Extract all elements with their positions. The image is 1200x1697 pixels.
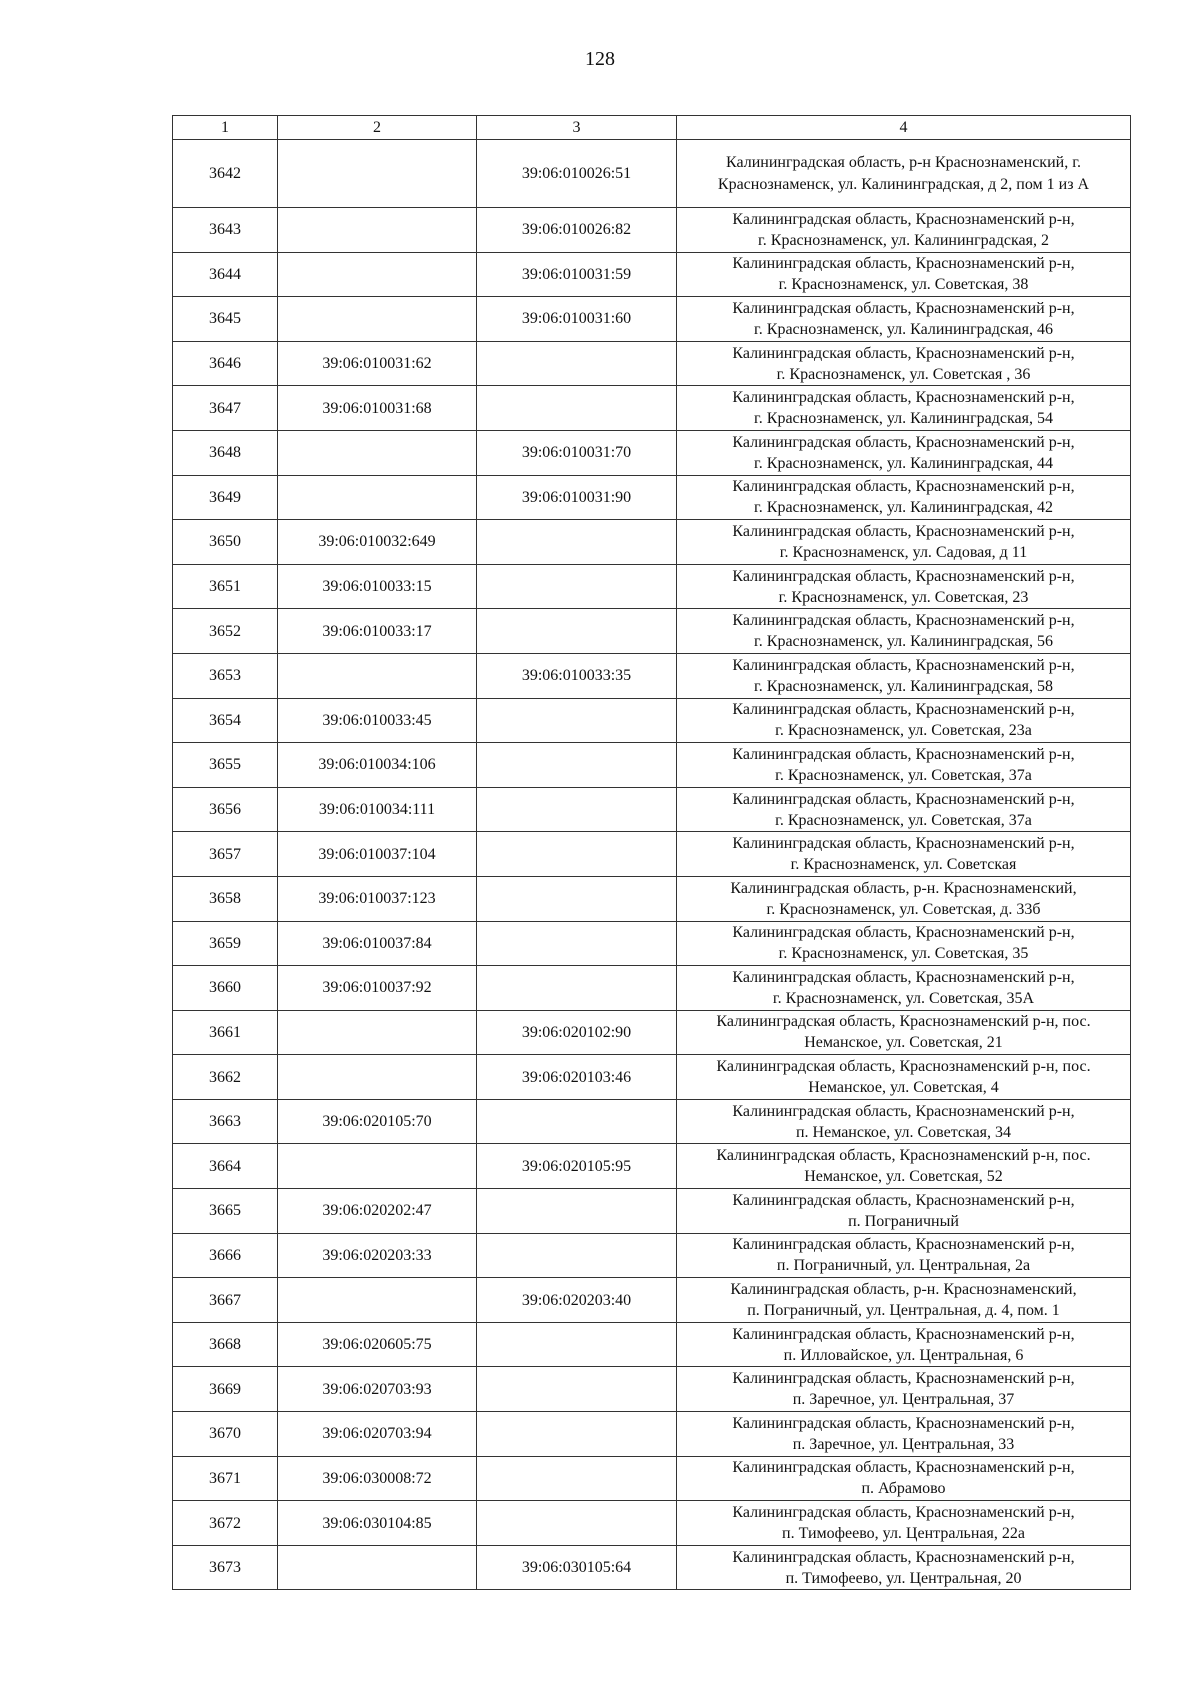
cadastral-number-cell-3 xyxy=(477,341,677,386)
address-cell xyxy=(677,1322,1131,1367)
address-cell xyxy=(677,698,1131,743)
address-cell xyxy=(677,520,1131,565)
row-number-cell: 3649 xyxy=(173,475,278,520)
address-line: г. Краснознаменск, ул. Советская, 35А xyxy=(772,989,1035,1007)
table-row xyxy=(173,297,1131,342)
table-row xyxy=(173,1278,1131,1323)
address-cell xyxy=(677,743,1131,788)
row-number-cell: 3647 xyxy=(173,386,278,431)
cadastral-number-cell-3: 39:06:010031:60 xyxy=(477,297,677,342)
address-line: Калининградская область, Краснознаменский р-н, xyxy=(732,344,1075,362)
table-row xyxy=(173,1456,1131,1501)
cadastral-number-cell-2 xyxy=(278,252,477,297)
cadastral-number-cell-3 xyxy=(477,832,677,877)
address-line: г. Краснознаменск, ул. Калининградская, 42 xyxy=(754,499,1053,517)
row-number-cell: 3672 xyxy=(173,1501,278,1546)
row-number-cell: 3657 xyxy=(173,832,278,877)
address-line: г. Краснознаменск, ул. Советская , 36 xyxy=(776,365,1031,383)
cadastral-number-cell-2 xyxy=(278,653,477,698)
cadastral-number-cell-3: 39:06:010026:82 xyxy=(477,208,677,253)
row-number-cell: 3673 xyxy=(173,1545,278,1590)
table-header-row xyxy=(173,116,1131,140)
column-header-2: 2 xyxy=(278,116,477,140)
row-number-cell: 3671 xyxy=(173,1456,278,1501)
table-row xyxy=(173,475,1131,520)
cadastral-number-cell-2: 39:06:010037:123 xyxy=(278,876,477,921)
row-number-cell: 3668 xyxy=(173,1322,278,1367)
cadastral-number-cell-2: 39:06:010032:649 xyxy=(278,520,477,565)
address-line: п. Пограничный, ул. Центральная, 2а xyxy=(776,1257,1031,1275)
row-number-cell: 3660 xyxy=(173,966,278,1011)
row-number-cell: 3664 xyxy=(173,1144,278,1189)
address-line: Калининградская область, Краснознаменский р-н, xyxy=(732,1370,1075,1388)
cadastral-number-cell-2: 39:06:010031:68 xyxy=(278,386,477,431)
address-line: п. Илловайское, ул. Центральная, 6 xyxy=(783,1346,1024,1364)
address-line: Калининградская область, Краснознаменский р-н, xyxy=(732,389,1075,407)
cadastral-number-cell-3 xyxy=(477,698,677,743)
table-row xyxy=(173,698,1131,743)
cadastral-number-cell-2 xyxy=(278,1278,477,1323)
address-line: Калининградская область, Краснознаменский р-н, xyxy=(732,924,1075,942)
cadastral-number-cell-3 xyxy=(477,1189,677,1234)
table-row xyxy=(173,876,1131,921)
cadastral-number-cell-3: 39:06:030105:64 xyxy=(477,1545,677,1590)
address-cell xyxy=(677,787,1131,832)
cadastral-number-cell-3 xyxy=(477,1456,677,1501)
address-cell xyxy=(677,1456,1131,1501)
table-row xyxy=(173,743,1131,788)
address-line: г. Краснознаменск, ул. Калининградская, 56 xyxy=(754,633,1053,651)
address-line: г. Краснознаменск, ул. Калининградская, 46 xyxy=(754,320,1053,338)
address-line: г. Краснознаменск, ул. Советская, 37а xyxy=(775,811,1032,829)
address-line: Неманское, ул. Советская, 4 xyxy=(808,1079,999,1097)
row-number-cell: 3666 xyxy=(173,1233,278,1278)
table-row xyxy=(173,520,1131,565)
table-row xyxy=(173,1099,1131,1144)
address-line: Калининградская область, Краснознаменский р-н, xyxy=(732,1191,1075,1209)
row-number-cell: 3645 xyxy=(173,297,278,342)
address-line: Калининградская область, Краснознаменский р-н, xyxy=(732,1325,1075,1343)
cadastral-number-cell-2: 39:06:010034:106 xyxy=(278,743,477,788)
address-cell xyxy=(677,1055,1131,1100)
address-line: Калининградская область, Краснознаменский р-н, xyxy=(732,210,1075,228)
address-line: Калининградская область, Краснознаменский р-н, xyxy=(732,1102,1075,1120)
row-number-cell: 3670 xyxy=(173,1412,278,1457)
address-line: п. Заречное, ул. Центральная, 33 xyxy=(792,1435,1015,1453)
address-line: п. Пограничный xyxy=(848,1212,959,1230)
address-cell xyxy=(677,609,1131,654)
address-line: п. Заречное, ул. Центральная, 37 xyxy=(792,1391,1015,1409)
address-cell xyxy=(677,832,1131,877)
table-row xyxy=(173,208,1131,253)
table-row xyxy=(173,1322,1131,1367)
table-row xyxy=(173,1233,1131,1278)
address-line: Калининградская область, р-н. Краснознаменский, xyxy=(730,1281,1077,1299)
address-line: Калининградская область, Краснознаменский р-н, xyxy=(732,522,1075,540)
cadastral-number-cell-3 xyxy=(477,609,677,654)
table-row xyxy=(173,1010,1131,1055)
address-cell xyxy=(677,966,1131,1011)
row-number-cell: 3663 xyxy=(173,1099,278,1144)
cadastral-number-cell-2 xyxy=(278,1144,477,1189)
address-line: Калининградская область, Краснознаменский р-н, xyxy=(732,255,1075,273)
table-row xyxy=(173,1367,1131,1412)
cadastral-number-cell-3 xyxy=(477,1412,677,1457)
cadastral-number-cell-2 xyxy=(278,475,477,520)
row-number-cell: 3648 xyxy=(173,430,278,475)
cadastral-number-cell-2 xyxy=(278,430,477,475)
cadastral-number-cell-2: 39:06:010033:17 xyxy=(278,609,477,654)
address-line: г. Краснознаменск, ул. Калининградская, 44 xyxy=(754,454,1053,472)
table-row xyxy=(173,1412,1131,1457)
cadastral-number-cell-2: 39:06:010037:104 xyxy=(278,832,477,877)
address-line: Калининградская область, Краснознаменский р-н, xyxy=(732,478,1075,496)
row-number-cell: 3665 xyxy=(173,1189,278,1234)
address-line: Калининградская область, Краснознаменский р-н, пос. xyxy=(716,1013,1091,1031)
cadastral-number-cell-2: 39:06:010033:15 xyxy=(278,564,477,609)
cadastral-number-cell-3: 39:06:010031:70 xyxy=(477,430,677,475)
table-row xyxy=(173,787,1131,832)
address-line: п. Пограничный, ул. Центральная, д. 4, пом. 1 xyxy=(747,1302,1060,1320)
address-line: г. Краснознаменск, ул. Советская, 35 xyxy=(778,945,1029,963)
cadastral-number-cell-3 xyxy=(477,520,677,565)
cadastral-number-cell-3 xyxy=(477,1367,677,1412)
table-row xyxy=(173,386,1131,431)
address-cell xyxy=(677,1412,1131,1457)
address-line: Калининградская область, Краснознаменский р-н, xyxy=(732,1504,1075,1522)
row-number-cell: 3646 xyxy=(173,341,278,386)
address-line: г. Краснознаменск, ул. Калининградская, 2 xyxy=(758,231,1049,249)
table-row xyxy=(173,430,1131,475)
cadastral-number-cell-3 xyxy=(477,743,677,788)
cadastral-number-cell-3: 39:06:010026:51 xyxy=(477,140,677,208)
address-line: Калининградская область, Краснознаменский р-н, пос. xyxy=(716,1147,1091,1165)
row-number-cell: 3659 xyxy=(173,921,278,966)
cadastral-number-cell-2 xyxy=(278,1055,477,1100)
row-number-cell: 3661 xyxy=(173,1010,278,1055)
address-line: Калининградская область, р-н Краснознаменский, г. xyxy=(726,153,1081,171)
address-cell xyxy=(677,1233,1131,1278)
address-cell xyxy=(677,564,1131,609)
table-row xyxy=(173,1501,1131,1546)
table-row xyxy=(173,1144,1131,1189)
address-cell xyxy=(677,1189,1131,1234)
address-cell xyxy=(677,1099,1131,1144)
address-cell xyxy=(677,653,1131,698)
row-number-cell: 3650 xyxy=(173,520,278,565)
cadastral-number-cell-3: 39:06:020103:46 xyxy=(477,1055,677,1100)
address-cell xyxy=(677,252,1131,297)
address-cell xyxy=(677,1501,1131,1546)
table-row xyxy=(173,140,1131,208)
address-line: г. Краснознаменск, ул. Советская, д. 33б xyxy=(766,900,1041,918)
row-number-cell: 3644 xyxy=(173,252,278,297)
address-line: Калининградская область, Краснознаменский р-н, xyxy=(732,299,1075,317)
address-line: п. Абрамово xyxy=(861,1480,946,1498)
address-line: п. Неманское, ул. Советская, 34 xyxy=(795,1123,1012,1141)
cadastral-number-cell-2: 39:06:010037:92 xyxy=(278,966,477,1011)
address-line: Калининградская область, Краснознаменский р-н, xyxy=(732,835,1075,853)
row-number-cell: 3655 xyxy=(173,743,278,788)
table-row xyxy=(173,341,1131,386)
address-line: Калининградская область, Краснознаменский р-н, xyxy=(732,1548,1075,1566)
address-cell xyxy=(677,341,1131,386)
address-line: г. Краснознаменск, ул. Советская, 38 xyxy=(778,276,1029,294)
cadastral-number-cell-2: 39:06:020605:75 xyxy=(278,1322,477,1367)
table-row xyxy=(173,1055,1131,1100)
table-row xyxy=(173,921,1131,966)
table-row xyxy=(173,609,1131,654)
address-line: г. Краснознаменск, ул. Калининградская, 58 xyxy=(754,677,1053,695)
table-row xyxy=(173,653,1131,698)
address-line: Калининградская область, Краснознаменский р-н, xyxy=(732,433,1075,451)
address-cell xyxy=(677,1545,1131,1590)
cadastral-number-cell-3: 39:06:010031:90 xyxy=(477,475,677,520)
column-header-4: 4 xyxy=(677,116,1131,140)
address-line: Калининградская область, р-н. Краснознаменский, xyxy=(730,879,1077,897)
address-cell xyxy=(677,1010,1131,1055)
row-number-cell: 3656 xyxy=(173,787,278,832)
row-number-cell: 3651 xyxy=(173,564,278,609)
address-line: п. Тимофеево, ул. Центральная, 20 xyxy=(785,1569,1022,1587)
address-line: г. Краснознаменск, ул. Калининградская, 54 xyxy=(754,410,1053,428)
address-line: Калининградская область, Краснознаменский р-н, xyxy=(732,612,1075,630)
cadastral-number-cell-2 xyxy=(278,1545,477,1590)
cadastral-number-cell-3 xyxy=(477,1099,677,1144)
row-number-cell: 3669 xyxy=(173,1367,278,1412)
address-cell xyxy=(677,1278,1131,1323)
row-number-cell: 3662 xyxy=(173,1055,278,1100)
cadastral-number-cell-2 xyxy=(278,208,477,253)
address-cell xyxy=(677,1144,1131,1189)
table-row xyxy=(173,832,1131,877)
address-line: г. Краснознаменск, ул. Советская xyxy=(790,856,1017,874)
cadastral-number-cell-2: 39:06:030008:72 xyxy=(278,1456,477,1501)
address-line: п. Тимофеево, ул. Центральная, 22а xyxy=(782,1525,1025,1543)
address-line: Калининградская область, Краснознаменский р-н, xyxy=(732,656,1075,674)
row-number-cell: 3643 xyxy=(173,208,278,253)
address-cell xyxy=(677,208,1131,253)
table-row xyxy=(173,966,1131,1011)
address-line: г. Краснознаменск, ул. Советская, 23а xyxy=(775,722,1032,740)
address-line: г. Краснознаменск, ул. Советская, 37а xyxy=(775,766,1032,784)
row-number-cell: 3653 xyxy=(173,653,278,698)
address-cell xyxy=(677,876,1131,921)
cadastral-number-cell-2 xyxy=(278,140,477,208)
cadastral-number-cell-2: 39:06:020202:47 xyxy=(278,1189,477,1234)
table-row xyxy=(173,564,1131,609)
address-cell xyxy=(677,475,1131,520)
cadastral-number-cell-3 xyxy=(477,876,677,921)
cadastral-number-cell-2: 39:06:010031:62 xyxy=(278,341,477,386)
cadastral-number-cell-3 xyxy=(477,966,677,1011)
address-line: г. Краснознаменск, ул. Советская, 23 xyxy=(778,588,1029,606)
cadastral-number-cell-3: 39:06:010031:59 xyxy=(477,252,677,297)
address-line: Калининградская область, Краснознаменский р-н, xyxy=(732,1459,1075,1477)
cadastral-number-cell-2 xyxy=(278,1010,477,1055)
row-number-cell: 3652 xyxy=(173,609,278,654)
cadastral-number-cell-2: 39:06:010034:111 xyxy=(278,787,477,832)
cadastral-number-cell-2 xyxy=(278,297,477,342)
address-cell xyxy=(677,430,1131,475)
address-line: г. Краснознаменск, ул. Садовая, д 11 xyxy=(779,543,1028,561)
cadastral-number-cell-3 xyxy=(477,386,677,431)
cadastral-number-cell-3: 39:06:010033:35 xyxy=(477,653,677,698)
cadastral-number-cell-3: 39:06:020102:90 xyxy=(477,1010,677,1055)
cadastral-number-cell-3: 39:06:020203:40 xyxy=(477,1278,677,1323)
table-row xyxy=(173,252,1131,297)
column-header-3: 3 xyxy=(477,116,677,140)
address-line: Калининградская область, Краснознаменский р-н, xyxy=(732,1414,1075,1432)
address-line: Калининградская область, Краснознаменский р-н, xyxy=(732,567,1075,585)
address-line: Неманское, ул. Советская, 21 xyxy=(804,1034,1003,1052)
cadastral-number-cell-2: 39:06:020703:93 xyxy=(278,1367,477,1412)
address-line: Калининградская область, Краснознаменский р-н, xyxy=(732,1236,1075,1254)
cadastral-number-cell-2: 39:06:030104:85 xyxy=(278,1501,477,1546)
address-line: Калининградская область, Краснознаменский р-н, пос. xyxy=(716,1058,1091,1076)
registry-table xyxy=(172,115,1131,1590)
cadastral-number-cell-3: 39:06:020105:95 xyxy=(477,1144,677,1189)
address-line: Калининградская область, Краснознаменский р-н, xyxy=(732,701,1075,719)
address-line: Калининградская область, Краснознаменский р-н, xyxy=(732,968,1075,986)
row-number-cell: 3658 xyxy=(173,876,278,921)
address-line: Калининградская область, Краснознаменский р-н, xyxy=(732,745,1075,763)
address-cell xyxy=(677,921,1131,966)
address-cell xyxy=(677,140,1131,208)
row-number-cell: 3642 xyxy=(173,140,278,208)
address-line: Неманское, ул. Советская, 52 xyxy=(804,1168,1003,1186)
cadastral-number-cell-2: 39:06:020703:94 xyxy=(278,1412,477,1457)
cadastral-number-cell-3 xyxy=(477,1233,677,1278)
table-row xyxy=(173,1545,1131,1590)
address-cell xyxy=(677,297,1131,342)
cadastral-number-cell-2: 39:06:020105:70 xyxy=(278,1099,477,1144)
cadastral-number-cell-3 xyxy=(477,1501,677,1546)
cadastral-number-cell-2: 39:06:010037:84 xyxy=(278,921,477,966)
cadastral-number-cell-2: 39:06:020203:33 xyxy=(278,1233,477,1278)
page-number: 128 xyxy=(585,48,615,70)
address-cell xyxy=(677,1367,1131,1412)
column-header-1: 1 xyxy=(173,116,278,140)
row-number-cell: 3667 xyxy=(173,1278,278,1323)
cadastral-number-cell-3 xyxy=(477,564,677,609)
address-line: Краснознаменск, ул. Калининградская, д 2, пом 1 из А xyxy=(717,175,1090,193)
cadastral-number-cell-3 xyxy=(477,787,677,832)
address-cell xyxy=(677,386,1131,431)
registry-table-body xyxy=(173,116,1131,1590)
row-number-cell: 3654 xyxy=(173,698,278,743)
table-row xyxy=(173,1189,1131,1234)
address-line: Калининградская область, Краснознаменский р-н, xyxy=(732,790,1075,808)
cadastral-number-cell-3 xyxy=(477,921,677,966)
cadastral-number-cell-2: 39:06:010033:45 xyxy=(278,698,477,743)
cadastral-number-cell-3 xyxy=(477,1322,677,1367)
